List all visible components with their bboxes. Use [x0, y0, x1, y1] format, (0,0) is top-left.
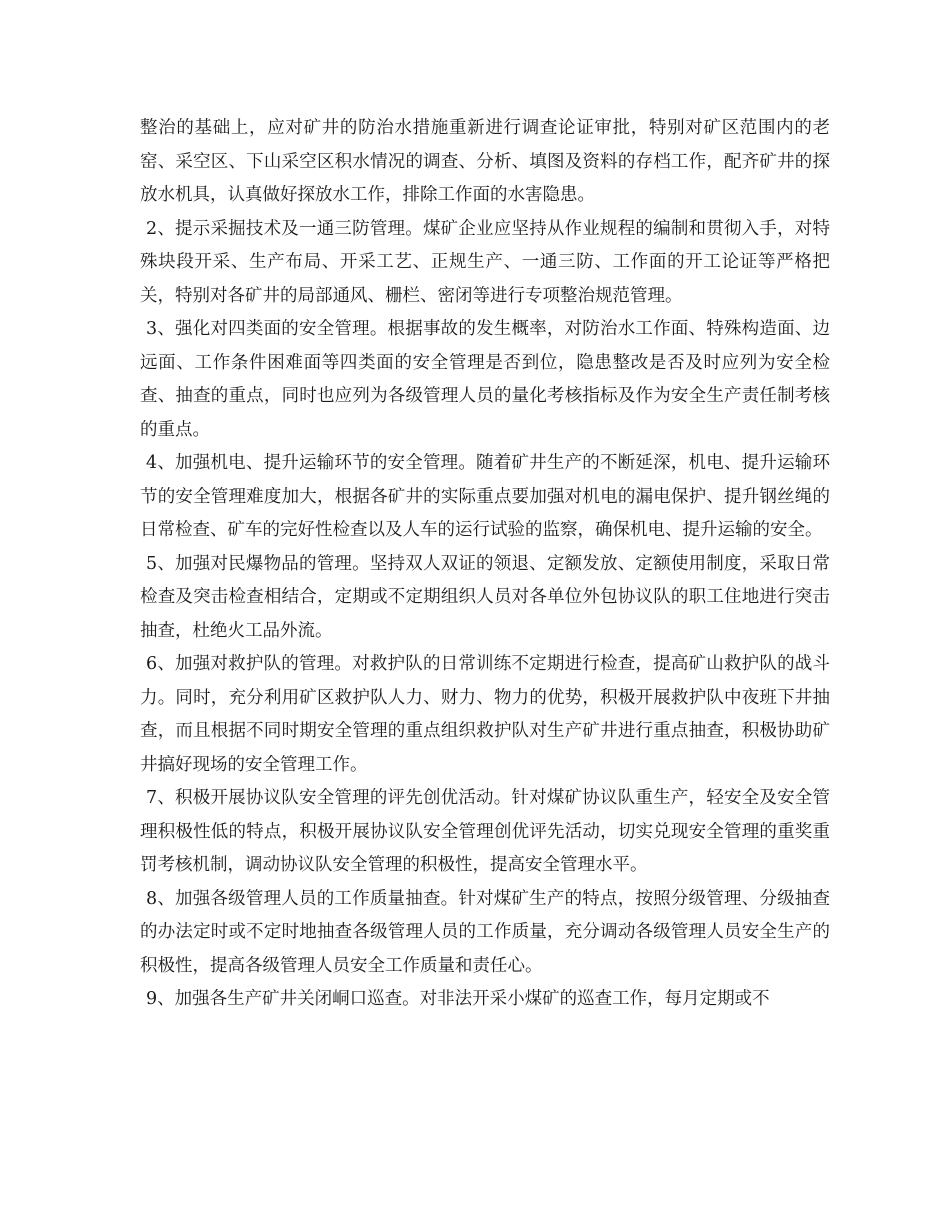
paragraph-item-6: 6、加强对救护队的管理。对救护队的日常训练不定期进行检查，提高矿山救护队的战斗力。同时，充分利用矿区救护队人力、财力、物力的优势，积极开展救护队中夜班下井抽查，而且根据不同时期安全管理的重点组织救护队对生产矿井进行重点抽查，积极协助矿井搞好现场的安全管理工作。: [140, 654, 830, 775]
paragraph-item-2: 2、提示采掘技术及一通三防管理。煤矿企业应坚持从作业规程的编制和贯彻入手，对特殊块段开采、生产布局、开采工艺、正规生产、一通三防、工作面的开工论证等严格把关，特别对各矿井的局部通风、栅栏、密闭等进行专项整治规范管理。: [140, 218, 830, 306]
paragraph-item-7: 7、积极开展协议队安全管理的评先创优活动。针对煤矿协议队重生产，轻安全及安全管理积极性低的特点，积极开展协议队安全管理创优评先活动，切实兑现安全管理的重奖重罚考核机制，调动协议队安全管理的积极性，提高安全管理水平。: [140, 788, 830, 875]
paragraph-item-8: 8、加强各级管理人员的工作质量抽查。针对煤矿生产的特点，按照分级管理、分级抽查的办法定时或不定时地抽查各级管理人员的工作质量，充分调动各级管理人员安全生产的积极性，提高各级管理人员安全工作质量和责任心。: [140, 888, 830, 976]
paragraph-item-4: 4、加强机电、提升运输环节的安全管理。随着矿井生产的不断延深，机电、提升运输环节的安全管理难度加大，根据各矿井的实际重点要加强对机电的漏电保护、提升钢丝绳的日常检查、矿车的完好性检查以及人车的运行试验的监察，确保机电、提升运输的安全。: [140, 453, 830, 540]
paragraph-item-5: 5、加强对民爆物品的管理。坚持双人双证的领退、定额发放、定额使用制度，采取日常检查及突击检查相结合，定期或不定期组织人员对各单位外包协议队的职工住地进行突击抽查，杜绝火工品外流。: [140, 553, 830, 641]
paragraph-continuation: 整治的基础上，应对矿井的防治水措施重新进行调查论证审批，特别对矿区范围内的老窑、采空区、下山采空区积水情况的调查、分析、填图及资料的存档工作，配齐矿井的探放水机具，认真做好探放水工作，排除工作面的水害隐患。: [140, 118, 830, 205]
paragraph-item-9: 9、加强各生产矿井关闭峒口巡查。对非法开采小煤矿的巡查工作，每月定期或不: [146, 989, 770, 1009]
document-body: [140, 112, 830, 1017]
paragraph-item-3: 3、强化对四类面的安全管理。根据事故的发生概率，对防治水工作面、特殊构造面、边远面、工作条件困难面等四类面的安全管理是否到位，隐患整改是否及时应列为安全检查、抽查的重点，同时也应列为各级管理人员的量化考核指标及作为安全生产责任制考核的重点。: [140, 319, 830, 440]
